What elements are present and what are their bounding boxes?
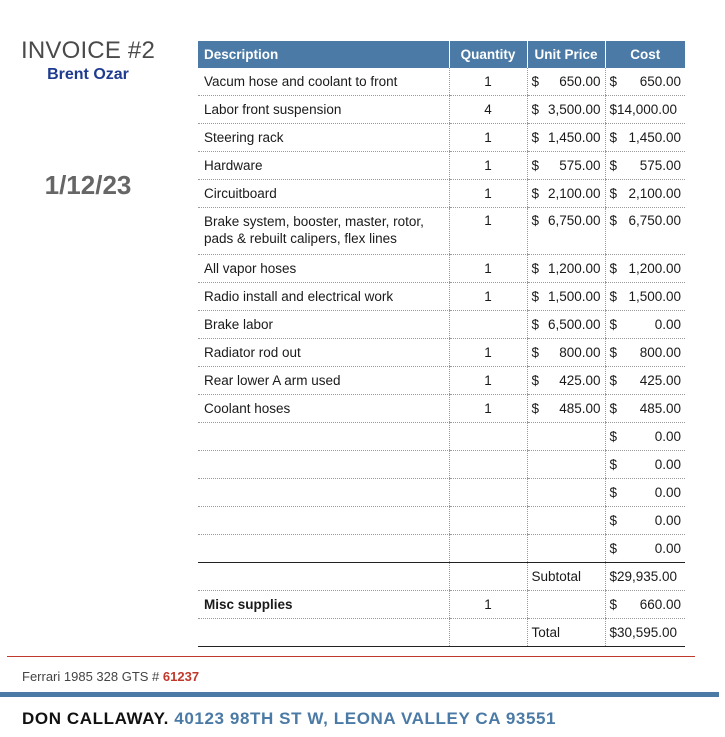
item-cost <box>605 339 685 367</box>
cost-value: 485.00 <box>639 401 681 416</box>
item-unit-price <box>527 208 605 255</box>
subtotal-row <box>198 563 685 591</box>
item-unit-price <box>527 311 605 339</box>
column-header-unit-price: Unit Price <box>527 41 605 68</box>
currency-symbol: $ <box>609 457 618 472</box>
address: 40123 98TH ST W, LEONA VALLEY CA 93551 <box>174 709 557 728</box>
company-name: DON CALLAWAY. <box>22 709 169 728</box>
item-unit-price <box>527 283 605 311</box>
item-quantity <box>449 535 527 563</box>
item-quantity: 1 <box>449 180 527 208</box>
item-description: Radio install and electrical work <box>198 283 449 311</box>
item-description: Vacum hose and coolant to front <box>198 68 449 96</box>
item-cost <box>605 283 685 311</box>
currency-symbol: $ <box>609 513 618 528</box>
item-description: Radiator rod out <box>198 339 449 367</box>
item-quantity: 4 <box>449 96 527 124</box>
item-unit-price <box>527 367 605 395</box>
currency-symbol: $ <box>609 485 618 500</box>
currency-symbol: $ <box>609 597 618 612</box>
column-header-quantity: Quantity <box>449 41 527 68</box>
item-quantity: 1 <box>449 124 527 152</box>
item-quantity: 1 <box>449 255 527 283</box>
table-row <box>198 367 685 395</box>
item-cost <box>605 208 685 255</box>
unit-price-value: 650.00 <box>559 74 601 89</box>
table-row <box>198 68 685 96</box>
currency-symbol: $ <box>531 102 540 117</box>
currency-symbol: $ <box>531 373 540 388</box>
item-quantity <box>449 423 527 451</box>
currency-symbol: $ <box>531 317 540 332</box>
item-cost <box>605 507 685 535</box>
item-unit-price <box>527 68 605 96</box>
table-row <box>198 535 685 563</box>
column-header-cost: Cost <box>605 41 685 68</box>
invoice-title: INVOICE #2 <box>20 37 156 64</box>
item-description: Hardware <box>198 152 449 180</box>
cost-value: 425.00 <box>639 373 681 388</box>
currency-symbol: $ <box>531 261 540 276</box>
cost-value: 6,750.00 <box>628 213 681 228</box>
total-value: $30,595.00 <box>605 619 685 647</box>
currency-symbol: $ <box>531 345 540 360</box>
item-cost: $14,000.00 <box>605 96 685 124</box>
item-unit-price <box>527 152 605 180</box>
unit-price-value: 1,500.00 <box>547 289 601 304</box>
misc-desc: Misc supplies <box>198 591 449 619</box>
currency-symbol: $ <box>609 429 618 444</box>
red-divider <box>7 656 695 657</box>
item-cost <box>605 535 685 563</box>
subtotal-value: $29,935.00 <box>605 563 685 591</box>
item-unit-price <box>527 535 605 563</box>
cost-value: 1,500.00 <box>628 289 681 304</box>
cost-value: 1,450.00 <box>628 130 681 145</box>
currency-symbol: $ <box>609 317 618 332</box>
item-description <box>198 423 449 451</box>
total-row <box>198 619 685 647</box>
item-quantity: 1 <box>449 339 527 367</box>
table-row <box>198 507 685 535</box>
table-row <box>198 311 685 339</box>
item-cost <box>605 152 685 180</box>
cost-value: 0.00 <box>654 317 681 332</box>
table-row <box>198 479 685 507</box>
table-header-row <box>198 41 685 68</box>
unit-price-value: 6,750.00 <box>547 213 601 228</box>
item-description <box>198 479 449 507</box>
cost-value: 0.00 <box>654 513 681 528</box>
item-quantity: 1 <box>449 152 527 180</box>
currency-symbol: $ <box>609 74 618 89</box>
item-cost <box>605 255 685 283</box>
item-description <box>198 507 449 535</box>
unit-price-value: 2,100.00 <box>547 186 601 201</box>
misc-row <box>198 591 685 619</box>
currency-symbol: $ <box>531 186 540 201</box>
item-unit-price <box>527 96 605 124</box>
misc-cost-value: 660.00 <box>639 597 681 612</box>
table-body <box>198 68 685 563</box>
blue-divider <box>0 692 719 697</box>
item-quantity <box>449 311 527 339</box>
currency-symbol: $ <box>531 401 540 416</box>
currency-symbol: $ <box>609 158 618 173</box>
table-row <box>198 283 685 311</box>
item-unit-price <box>527 451 605 479</box>
vehicle-info <box>22 669 199 684</box>
unit-price-value: 575.00 <box>559 158 601 173</box>
table-row <box>198 208 685 255</box>
item-description: Labor front suspension <box>198 96 449 124</box>
item-unit-price <box>527 339 605 367</box>
item-cost <box>605 367 685 395</box>
currency-symbol: $ <box>609 186 618 201</box>
currency-symbol: $ <box>609 373 618 388</box>
item-unit-price <box>527 180 605 208</box>
table-row <box>198 152 685 180</box>
item-cost <box>605 479 685 507</box>
table-row <box>198 451 685 479</box>
item-cost <box>605 180 685 208</box>
item-quantity: 1 <box>449 68 527 96</box>
cost-value: 0.00 <box>654 541 681 556</box>
unit-price-value: 1,200.00 <box>547 261 601 276</box>
subtotal-desc <box>198 563 449 591</box>
item-unit-price <box>527 124 605 152</box>
company-address <box>22 709 556 729</box>
cost-value: 800.00 <box>639 345 681 360</box>
table-row <box>198 395 685 423</box>
author-name: Brent Ozar <box>47 66 129 83</box>
item-cost <box>605 451 685 479</box>
item-description: Coolant hoses <box>198 395 449 423</box>
invoice-table <box>198 41 685 647</box>
currency-symbol: $ <box>609 130 618 145</box>
total-desc <box>198 619 449 647</box>
vehicle-label: Ferrari 1985 328 GTS # <box>22 669 163 684</box>
misc-unit <box>527 591 605 619</box>
item-cost <box>605 124 685 152</box>
cost-value: 0.00 <box>654 457 681 472</box>
unit-price-value: 6,500.00 <box>547 317 601 332</box>
item-cost <box>605 395 685 423</box>
misc-cost <box>605 591 685 619</box>
column-header-description: Description <box>198 41 449 68</box>
unit-price-value: 800.00 <box>559 345 601 360</box>
total-qty <box>449 619 527 647</box>
currency-symbol: $ <box>609 541 618 556</box>
item-quantity: 1 <box>449 395 527 423</box>
item-description <box>198 535 449 563</box>
item-quantity <box>449 507 527 535</box>
table-row <box>198 180 685 208</box>
table-row <box>198 124 685 152</box>
item-cost <box>605 311 685 339</box>
item-quantity: 1 <box>449 208 527 255</box>
unit-price-value: 425.00 <box>559 373 601 388</box>
item-description: Brake labor <box>198 311 449 339</box>
cost-value: 0.00 <box>654 429 681 444</box>
currency-symbol: $ <box>531 130 540 145</box>
subtotal-qty <box>449 563 527 591</box>
currency-symbol: $ <box>609 401 618 416</box>
item-description: Rear lower A arm used <box>198 367 449 395</box>
item-description: Circuitboard <box>198 180 449 208</box>
currency-symbol: $ <box>609 261 618 276</box>
currency-symbol: $ <box>531 289 540 304</box>
currency-symbol: $ <box>609 289 618 304</box>
total-label: Total <box>527 619 605 647</box>
item-quantity <box>449 479 527 507</box>
item-description: All vapor hoses <box>198 255 449 283</box>
item-unit-price <box>527 255 605 283</box>
currency-symbol: $ <box>531 158 540 173</box>
item-description <box>198 451 449 479</box>
cost-value: 0.00 <box>654 485 681 500</box>
currency-symbol: $ <box>531 74 540 89</box>
item-quantity <box>449 451 527 479</box>
invoice-date: 1/12/23 <box>44 170 132 200</box>
item-quantity: 1 <box>449 367 527 395</box>
item-unit-price <box>527 395 605 423</box>
unit-price-value: 1,450.00 <box>547 130 601 145</box>
item-cost <box>605 423 685 451</box>
currency-symbol: $ <box>531 213 540 228</box>
item-cost <box>605 68 685 96</box>
item-unit-price <box>527 507 605 535</box>
unit-price-value: 485.00 <box>559 401 601 416</box>
unit-price-value: 3,500.00 <box>547 102 601 117</box>
table-row <box>198 339 685 367</box>
currency-symbol: $ <box>609 213 618 228</box>
item-unit-price <box>527 423 605 451</box>
cost-value: 575.00 <box>639 158 681 173</box>
vehicle-number: 61237 <box>162 669 200 684</box>
cost-value: 2,100.00 <box>628 186 681 201</box>
misc-qty: 1 <box>449 591 527 619</box>
table-row <box>198 255 685 283</box>
cost-value: 650.00 <box>639 74 681 89</box>
currency-symbol: $ <box>609 345 618 360</box>
item-unit-price <box>527 479 605 507</box>
cost-value: 1,200.00 <box>628 261 681 276</box>
table-row <box>198 423 685 451</box>
subtotal-label: Subtotal <box>527 563 605 591</box>
item-description: Brake system, booster, master, rotor, pads & rebuilt calipers, flex lines <box>198 208 449 255</box>
table-row <box>198 96 685 124</box>
item-description: Steering rack <box>198 124 449 152</box>
item-quantity: 1 <box>449 283 527 311</box>
